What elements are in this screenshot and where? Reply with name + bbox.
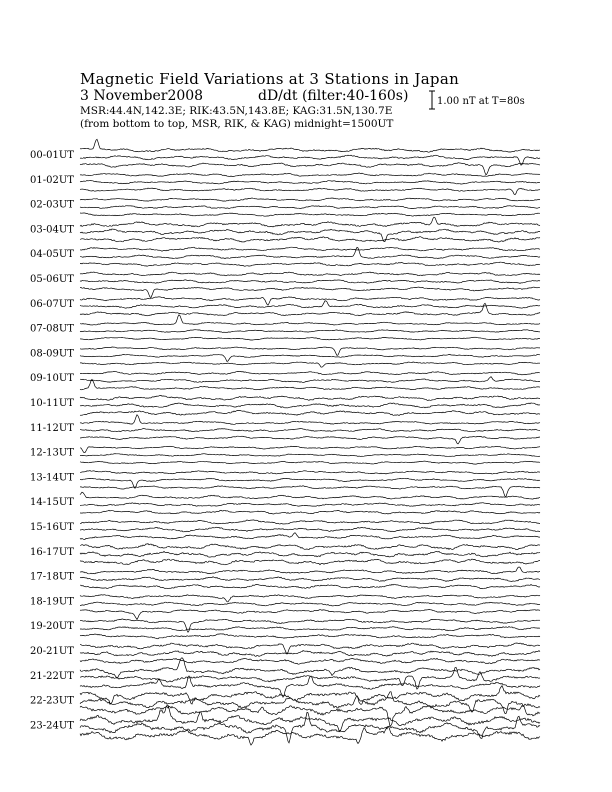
trace-kag-13-14UT: [80, 471, 540, 474]
trace-msr-22-23UT: [80, 706, 540, 727]
trace-rik-06-07UT: [80, 301, 540, 308]
trace-rik-07-08UT: [80, 330, 540, 333]
trace-kag-21-22UT: [80, 658, 540, 678]
hour-label: 17-18UT: [30, 571, 74, 583]
trace-rik-09-10UT: [80, 377, 540, 383]
hour-label: 19-20UT: [30, 621, 74, 633]
hour-label: 07-08UT: [30, 323, 74, 335]
scale-label: 1.00 nT at T=80s: [437, 96, 525, 107]
trace-msr-15-16UT: [80, 533, 540, 540]
trace-msr-14-15UT: [80, 510, 540, 514]
trace-rik-18-19UT: [80, 602, 540, 606]
hour-label: 21-22UT: [30, 670, 74, 682]
trace-msr-04-05UT: [80, 262, 540, 266]
trace-kag-04-05UT: [80, 247, 540, 251]
trace-rik-11-12UT: [80, 428, 540, 431]
trace-msr-00-01UT: [80, 163, 540, 175]
hour-label: 14-15UT: [30, 497, 74, 509]
trace-rik-20-21UT: [80, 651, 540, 657]
hour-label: 23-24UT: [30, 720, 74, 732]
trace-msr-10-11UT: [80, 410, 540, 415]
trace-order-note: (from bottom to top, MSR, RIK, & KAG) midnight=1500UT: [80, 118, 394, 130]
trace-msr-18-19UT: [80, 609, 540, 619]
trace-msr-17-18UT: [80, 584, 540, 589]
trace-kag-11-12UT: [80, 415, 540, 425]
trace-rik-00-01UT: [80, 155, 540, 165]
trace-rik-15-16UT: [80, 527, 540, 532]
hour-label: 05-06UT: [30, 274, 74, 285]
trace-rik-08-09UT: [80, 354, 540, 361]
hour-label: 20-21UT: [30, 646, 74, 657]
trace-msr-19-20UT: [80, 634, 540, 639]
trace-kag-08-09UT: [80, 347, 540, 356]
trace-rik-10-11UT: [80, 403, 540, 408]
trace-rik-01-02UT: [80, 181, 540, 185]
hour-label: 11-12UT: [30, 422, 74, 434]
trace-kag-12-13UT: [80, 446, 540, 452]
hour-label: 01-02UT: [30, 174, 74, 186]
trace-kag-01-02UT: [80, 173, 540, 177]
trace-kag-06-07UT: [80, 297, 540, 305]
trace-kag-14-15UT: [80, 492, 540, 499]
trace-kag-19-20UT: [80, 619, 540, 632]
component-filter-label: dD/dt (filter:40-160s): [258, 88, 409, 104]
trace-rik-14-15UT: [80, 503, 540, 507]
hour-label: 10-11UT: [30, 398, 74, 409]
trace-rik-19-20UT: [80, 627, 540, 631]
trace-kag-22-23UT: [80, 686, 540, 705]
trace-msr-02-03UT: [80, 213, 540, 216]
hour-label: 08-09UT: [30, 348, 74, 360]
station-coordinates: MSR:44.4N,142.3E; RIK:43.5N,143.8E; KAG:31.5N,130.7E: [80, 105, 393, 117]
trace-rik-12-13UT: [80, 454, 540, 457]
trace-kag-17-18UT: [80, 567, 540, 574]
hour-label: 18-19UT: [30, 596, 74, 608]
hour-label: 09-10UT: [30, 373, 74, 385]
trace-kag-03-04UT: [80, 217, 540, 227]
trace-kag-18-19UT: [80, 595, 540, 602]
hour-label: 22-23UT: [30, 695, 74, 707]
trace-msr-16-17UT: [80, 559, 540, 565]
hour-label: 06-07UT: [30, 298, 74, 310]
hour-label: 00-01UT: [30, 150, 74, 161]
hour-label: 04-05UT: [30, 249, 74, 261]
hour-label: 15-16UT: [30, 522, 74, 533]
trace-kag-00-01UT: [80, 139, 540, 152]
hour-label: 02-03UT: [30, 199, 74, 211]
trace-rik-17-18UT: [80, 577, 540, 582]
trace-msr-01-02UT: [80, 188, 540, 195]
trace-rik-13-14UT: [80, 478, 540, 488]
hour-label: 13-14UT: [30, 472, 74, 484]
trace-msr-05-06UT: [80, 287, 540, 297]
trace-kag-07-08UT: [80, 315, 540, 325]
trace-msr-03-04UT: [80, 237, 540, 243]
trace-rik-16-17UT: [80, 551, 540, 557]
hour-label: 03-04UT: [30, 224, 74, 236]
trace-kag-05-06UT: [80, 272, 540, 276]
trace-msr-08-09UT: [80, 362, 540, 367]
trace-msr-20-21UT: [80, 658, 540, 664]
chart-title: Magnetic Field Variations at 3 Stations in Japan: [80, 70, 460, 88]
trace-msr-12-13UT: [80, 461, 540, 464]
hour-label: 12-13UT: [30, 447, 74, 459]
trace-kag-16-17UT: [80, 544, 540, 550]
chart-date: 3 November2008: [80, 88, 204, 104]
trace-rik-23-24UT: [80, 712, 540, 743]
hour-label: 16-17UT: [30, 546, 74, 558]
trace-kag-02-03UT: [80, 198, 540, 201]
trace-kag-20-21UT: [80, 643, 540, 654]
trace-kag-09-10UT: [80, 371, 540, 375]
trace-msr-13-14UT: [80, 486, 540, 497]
trace-msr-07-08UT: [80, 337, 540, 340]
trace-kag-10-11UT: [80, 395, 540, 400]
trace-rik-02-03UT: [80, 206, 540, 209]
trace-rik-05-06UT: [80, 280, 540, 284]
trace-kag-15-16UT: [80, 520, 540, 524]
trace-msr-11-12UT: [80, 436, 540, 444]
